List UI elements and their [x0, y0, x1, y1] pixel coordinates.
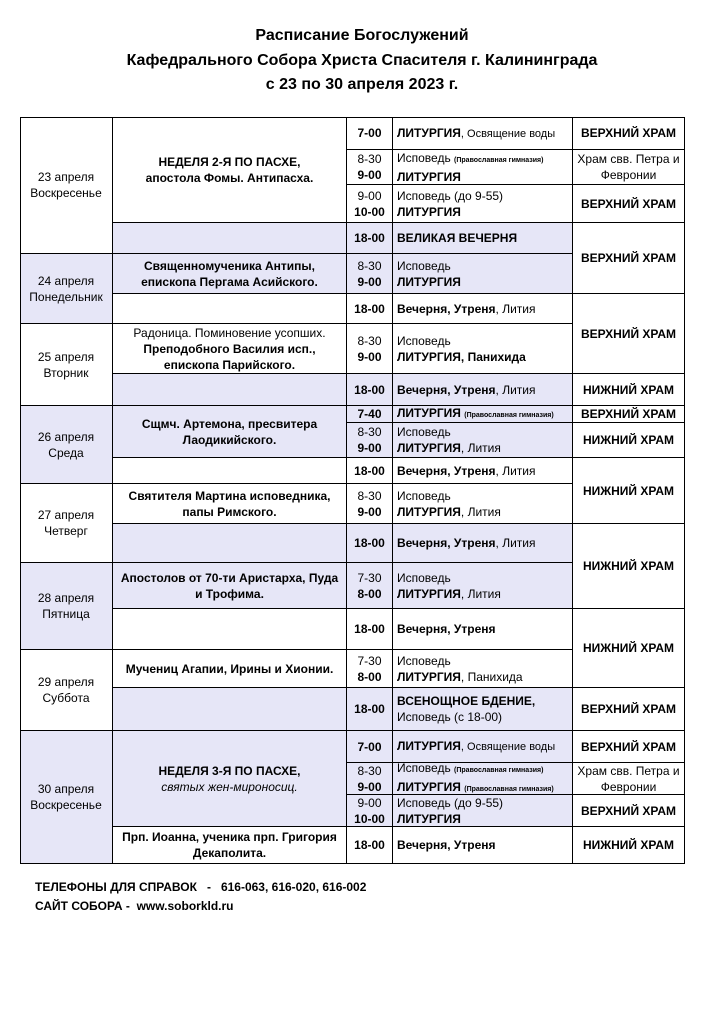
title-line-3: с 23 по 30 апреля 2023 г.	[265, 76, 459, 93]
service-cell: Исповедь ЛИТУРГИЯ, Лития	[393, 484, 573, 524]
day-date: 29 апреля	[37, 675, 95, 689]
feast-text: Апостолов от 70-ти Аристарха, Пуда	[120, 570, 339, 585]
day-weekday: Понедельник	[29, 289, 103, 304]
day-weekday: Воскресенье	[30, 798, 102, 812]
feast-30	[113, 731, 347, 827]
time-cell: 9-00 10-00	[347, 185, 393, 223]
service-cell: Вечерня, Утреня, Лития	[393, 374, 573, 406]
title-line-2: Кафедрального Собора Христа Спасителя г. Калининграда	[126, 52, 598, 69]
service-cell: ЛИТУРГИЯ (Православная гимназия)	[393, 406, 573, 423]
day-date: 26 апреля	[37, 429, 95, 444]
service-cell: Вечерня, Утреня	[393, 609, 573, 650]
place-cell: Храм свв. Петра и Февронии	[573, 150, 685, 185]
day-weekday: Среда	[48, 445, 84, 460]
day-cell-28	[20, 563, 113, 650]
feast-text: Мучениц Агапии, Ирины и Хионии.	[125, 661, 334, 676]
time-cell: 18-00	[347, 294, 393, 324]
feast-25	[113, 324, 347, 374]
feast-text: папы Римского.	[182, 504, 277, 519]
day-date: 27 апреля	[37, 508, 95, 522]
time-cell: 7-30 8-00	[347, 650, 393, 688]
time-cell: 18-00	[347, 374, 393, 406]
day-cell-27	[20, 484, 113, 563]
footer-site[interactable]: САЙТ СОБОРА - www.soborkld.ru	[35, 899, 234, 913]
time-cell: 8-30 9-00	[347, 423, 393, 458]
time-cell: 8-30 9-00	[347, 254, 393, 294]
feast-26	[113, 406, 347, 458]
time-cell: 18-00	[347, 458, 393, 484]
schedule-table	[20, 117, 685, 864]
day-weekday: Пятница	[42, 607, 90, 621]
feast-29	[113, 650, 347, 688]
feast-26-empty	[113, 458, 347, 484]
day-cell-25	[20, 324, 113, 406]
feast-24	[113, 254, 347, 294]
place-cell: НИЖНИЙ ХРАМ	[573, 423, 685, 458]
service-cell: Исповедь (до 9-55) ЛИТУРГИЯ	[393, 185, 573, 223]
service-cell: Исповедь (до 9-55) ЛИТУРГИЯ	[393, 795, 573, 827]
place-cell: ВЕРХНИЙ ХРАМ	[573, 117, 685, 150]
day-cell-23	[20, 117, 113, 254]
day-cell-29	[20, 650, 113, 731]
day-weekday: Четверг	[44, 524, 88, 538]
time-cell: 18-00	[347, 688, 393, 731]
day-date: 30 апреля	[37, 782, 95, 796]
service-cell: ВЕЛИКАЯ ВЕЧЕРНЯ	[393, 223, 573, 254]
title-line-1: Расписание Богослужений	[255, 27, 469, 44]
time-cell: 18-00	[347, 827, 393, 864]
service-cell: Вечерня, Утреня, Лития	[393, 458, 573, 484]
day-date: 25 апреля	[37, 349, 95, 364]
service-cell: Вечерня, Утреня, Лития	[393, 294, 573, 324]
day-cell-30	[20, 731, 113, 864]
feast-27-empty	[113, 524, 347, 563]
place-cell: НИЖНИЙ ХРАМ	[573, 458, 685, 524]
time-cell: 7-30 8-00	[347, 563, 393, 609]
service-cell: Исповедь ЛИТУРГИЯ, Лития	[393, 423, 573, 458]
place-cell: НИЖНИЙ ХРАМ	[573, 609, 685, 688]
day-cell-24	[20, 254, 113, 324]
service-cell: ВСЕНОЩНОЕ БДЕНИЕ, Исповедь (с 18-00)	[393, 688, 573, 731]
service-cell: Исповедь ЛИТУРГИЯ, Панихида	[393, 650, 573, 688]
feast-24-empty	[113, 294, 347, 324]
time-cell: 18-00	[347, 223, 393, 254]
feast-text: Декаполита.	[192, 846, 267, 860]
day-cell-26	[20, 406, 113, 484]
place-cell: НИЖНИЙ ХРАМ	[573, 827, 685, 864]
service-cell: ЛИТУРГИЯ, Освящение воды	[393, 731, 573, 763]
feast-27	[113, 484, 347, 524]
time-cell: 7-00	[347, 731, 393, 763]
place-cell: НИЖНИЙ ХРАМ	[573, 524, 685, 609]
service-cell: Исповедь ЛИТУРГИЯ	[393, 254, 573, 294]
feast-text: Преподобного Василия исп.,	[143, 341, 316, 356]
feast-30-b	[113, 827, 347, 864]
time-cell: 8-30 9-00	[347, 763, 393, 795]
feast-text: Лаодикийского.	[182, 432, 277, 447]
day-date: 24 апреля	[37, 273, 95, 288]
feast-text: Святителя Мартина исповедника,	[128, 488, 331, 503]
day-date: 28 апреля	[37, 591, 95, 605]
day-weekday: Воскресенье	[30, 186, 102, 200]
feast-text: святых жен-мироносиц.	[161, 779, 298, 794]
place-cell: ВЕРХНИЙ ХРАМ	[573, 406, 685, 423]
feast-text: епископа Парийского.	[163, 357, 296, 372]
feast-text: НЕДЕЛЯ 3-Я ПО ПАСХЕ,	[158, 763, 301, 778]
place-cell: Храм свв. Петра и Февронии	[573, 763, 685, 795]
feast-text: НЕДЕЛЯ 2-Я ПО ПАСХЕ,	[158, 154, 301, 169]
time-cell: 8-30 9-00	[347, 150, 393, 185]
time-cell: 18-00	[347, 609, 393, 650]
place-cell: ВЕРХНИЙ ХРАМ	[573, 731, 685, 763]
feast-text: Сщмч. Артемона, пресвитера	[141, 416, 318, 431]
feast-28-empty	[113, 609, 347, 650]
time-cell: 18-00	[347, 524, 393, 563]
service-cell: Вечерня, Утреня	[393, 827, 573, 864]
place-cell: ВЕРХНИЙ ХРАМ	[573, 223, 685, 294]
place-cell: НИЖНИЙ ХРАМ	[573, 374, 685, 406]
footer-phones: ТЕЛЕФОНЫ ДЛЯ СПРАВОК - 616-063, 616-020, 616-002	[35, 880, 367, 894]
service-cell: Исповедь (Православная гимназия) ЛИТУРГИЯ	[393, 150, 573, 185]
day-weekday: Суббота	[42, 691, 90, 705]
feast-text: Священномученика Антипы,	[143, 258, 316, 273]
feast-text: епископа Пергама Асийского.	[141, 274, 318, 289]
place-cell: ВЕРХНИЙ ХРАМ	[573, 795, 685, 827]
service-cell: ЛИТУРГИЯ, Освящение воды	[393, 117, 573, 150]
feast-23	[113, 117, 347, 223]
time-cell: 7-00	[347, 117, 393, 150]
place-cell: ВЕРХНИЙ ХРАМ	[573, 294, 685, 374]
feast-23-empty	[113, 223, 347, 254]
place-cell: ВЕРХНИЙ ХРАМ	[573, 688, 685, 731]
feast-text: апостола Фомы. Антипасха.	[145, 170, 314, 185]
feast-29-empty	[113, 688, 347, 731]
place-cell: ВЕРХНИЙ ХРАМ	[573, 185, 685, 223]
day-date: 23 апреля	[37, 170, 95, 184]
feast-28	[113, 563, 347, 609]
service-cell: Исповедь (Православная гимназия) ЛИТУРГИЯ (Православная гимназия)	[393, 763, 573, 795]
time-cell: 7-40	[347, 406, 393, 423]
time-cell: 8-30 9-00	[347, 324, 393, 374]
time-cell: 9-00 10-00	[347, 795, 393, 827]
feast-25-empty	[113, 374, 347, 406]
feast-text: Радоница. Поминовение усопших.	[133, 325, 326, 340]
feast-text: и Трофима.	[195, 586, 264, 601]
service-cell: Исповедь ЛИТУРГИЯ, Лития	[393, 563, 573, 609]
day-weekday: Вторник	[43, 365, 89, 380]
feast-text: Прп. Иоанна, ученика прп. Григория	[122, 830, 337, 844]
service-cell: Исповедь ЛИТУРГИЯ, Панихида	[393, 324, 573, 374]
time-cell: 8-30 9-00	[347, 484, 393, 524]
service-cell: Вечерня, Утреня, Лития	[393, 524, 573, 563]
